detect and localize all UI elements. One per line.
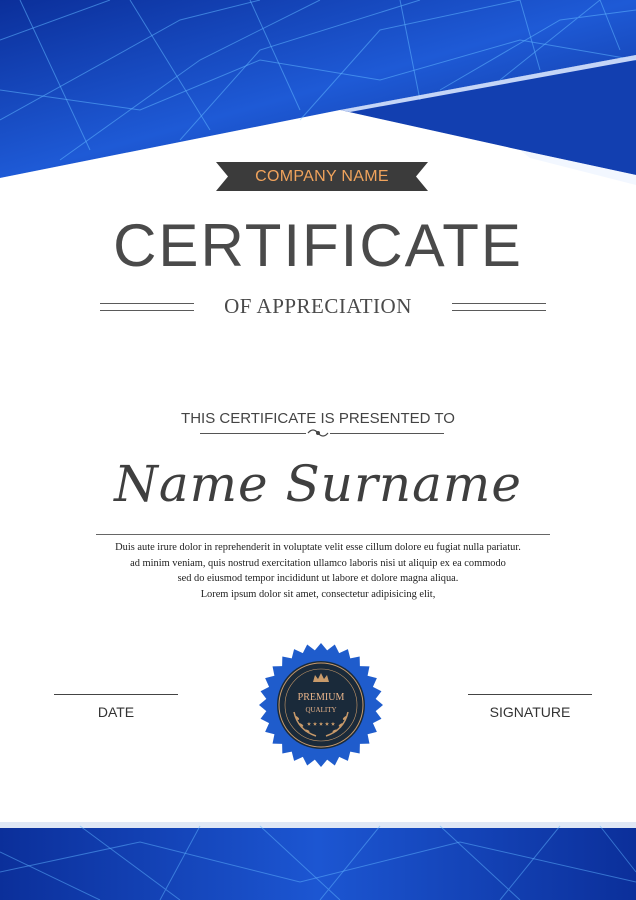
flourish-ornament-icon — [306, 426, 330, 440]
date-rule — [54, 694, 178, 695]
subtitle-right-rule — [452, 303, 546, 311]
presented-to-label: THIS CERTIFICATE IS PRESENTED TO — [181, 410, 455, 427]
body-line: sed do eiusmod tempor incididunt ut labore et dolore magna aliqua. — [177, 573, 459, 584]
signature-rule — [468, 694, 592, 695]
footer-blue-band — [0, 812, 636, 900]
recipient-name-rule — [96, 534, 550, 535]
company-name: COMPANY NAME — [255, 168, 389, 185]
signature-label: SIGNATURE — [489, 704, 571, 720]
body-line: ad minim veniam, quis nostrud exercitation ullamco laboris nisi ut aliquip ex ea commodo — [130, 557, 506, 569]
date-label: DATE — [97, 704, 135, 720]
body-line: Duis aute irure dolor in reprehenderit in voluptate velit esse cillum dolore eu fugiat nulla pariatur. — [115, 542, 521, 553]
header-blue-band — [0, 0, 636, 230]
recipient-name: Name Surname — [114, 455, 522, 513]
body-line: Lorem ipsum dolor sit amet, consectetur adipisicing elit, — [200, 588, 436, 600]
certificate-title: CERTIFICATE — [113, 212, 523, 279]
seal-text-premium: PREMIUM — [297, 692, 345, 703]
seal-text-quality: QUALITY — [305, 706, 337, 714]
certificate-body — [80, 540, 556, 602]
certificate-subtitle: OF APPRECIATION — [224, 294, 412, 318]
